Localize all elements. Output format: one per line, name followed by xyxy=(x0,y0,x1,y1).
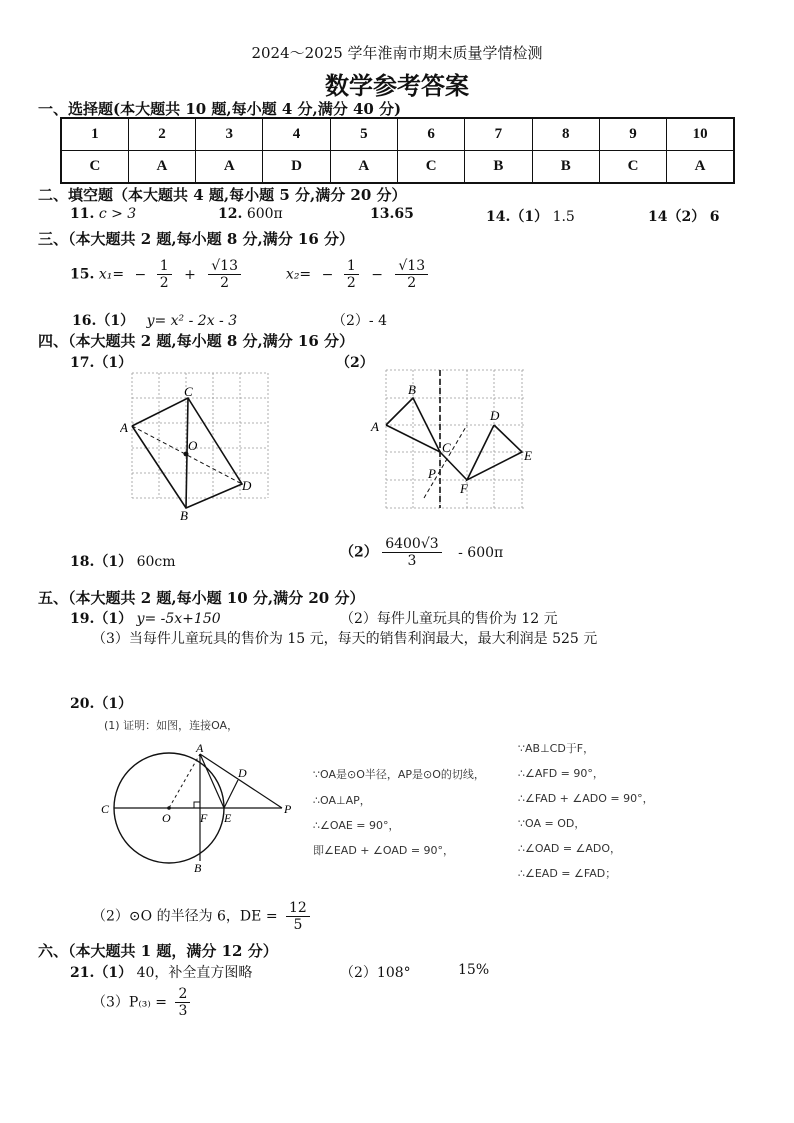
fraction-numerator: 1 xyxy=(157,258,172,275)
minus-sign: − xyxy=(371,266,383,283)
fraction-numerator: √13 xyxy=(208,258,241,275)
proof-line: ∴∠OAE = 90°， xyxy=(313,819,400,832)
fraction-half xyxy=(344,258,359,291)
q21-answer-2: （2）108° xyxy=(340,965,411,981)
q16-answer xyxy=(72,310,237,330)
q20-fraction xyxy=(286,900,310,933)
q12-number: 12. xyxy=(218,206,243,222)
fraction-numerator: 12 xyxy=(286,900,310,917)
fraction-sqrt13-half xyxy=(395,258,428,291)
table-cell: D xyxy=(263,151,330,184)
table-row-answers xyxy=(61,151,734,184)
q20-part2 xyxy=(92,900,310,933)
q15-answer xyxy=(70,258,428,291)
fig3-label-d: E xyxy=(224,811,232,825)
fig1-label-c: C xyxy=(184,384,193,399)
figure-circle-tangent xyxy=(96,742,306,877)
section-heading-3: 三、（本大题共 2 题,每小题 8 分,满分 16 分） xyxy=(38,230,355,248)
fraction-denominator: 5 xyxy=(293,917,303,934)
fraction-numerator: √13 xyxy=(395,258,428,275)
q20-part2-text: （2）⊙O 的半径为 6，DE = xyxy=(92,908,278,925)
fig2-label-f: F xyxy=(460,481,468,496)
fraction-numerator: 6400√3 xyxy=(382,536,441,553)
section-heading-2: 二、填空题（本大题共 4 题,每小题 5 分,满分 20 分） xyxy=(38,186,407,204)
q18-part2-label: （2） xyxy=(340,544,378,561)
table-cell: B xyxy=(465,151,532,184)
plus-sign: + xyxy=(184,266,196,283)
table-cell: 3 xyxy=(196,118,263,151)
q21-answer-1 xyxy=(70,962,252,982)
table-cell: 6 xyxy=(397,118,464,151)
q12-value: 600π xyxy=(246,206,283,222)
proof-line: 即∠EAD + ∠OAD = 90°， xyxy=(313,844,455,857)
fig3-label-b: B xyxy=(194,861,202,875)
table-cell: B xyxy=(532,151,599,184)
proof-line: ∵OA = OD， xyxy=(518,817,586,830)
q18-fraction xyxy=(382,536,441,569)
q16-value-1: y= x² - 2x - 3 xyxy=(146,313,238,329)
table-cell: A xyxy=(128,151,195,184)
q19-answer-2: （2）每件儿童玩具的售价为 12 元 xyxy=(340,611,558,627)
fig3-label-f: F xyxy=(200,811,208,825)
q14a-value: 1.5 xyxy=(552,209,575,225)
q21-part3-label: （3）P₍₃₎ = xyxy=(92,994,167,1011)
figure-rectangle-abcd xyxy=(120,368,280,528)
fig2-label-d: D xyxy=(490,408,500,423)
table-cell: C xyxy=(397,151,464,184)
x2-label: x₂= xyxy=(285,266,312,283)
section-heading-4: 四、（本大题共 2 题,每小题 8 分,满分 16 分） xyxy=(38,332,355,350)
q11-answer xyxy=(70,206,136,222)
table-cell: 1 xyxy=(61,118,128,151)
q20-number: 20.（1） xyxy=(70,696,133,712)
q21-number: 21.（1） xyxy=(70,965,133,981)
table-cell: 7 xyxy=(465,118,532,151)
doc-title: 数学参考答案 xyxy=(325,72,469,100)
table-cell: 9 xyxy=(599,118,666,151)
q18-tail: - 600π xyxy=(458,544,504,561)
fig3-label-p: P xyxy=(284,802,292,816)
fig2-label-a: A xyxy=(371,419,379,434)
q14b-value: 6 xyxy=(709,209,720,225)
table-cell: A xyxy=(196,151,263,184)
fraction-denominator: 3 xyxy=(407,553,417,570)
fig3-label-e: D xyxy=(238,766,247,780)
table-cell: C xyxy=(599,151,666,184)
q17-number: 17.（1） xyxy=(70,355,133,371)
proof-line: ∴∠OAD = ∠ADO， xyxy=(518,842,622,855)
q13-answer: 13.65 xyxy=(370,206,414,222)
minus-sign: − xyxy=(321,266,334,283)
fig2-label-e: E xyxy=(524,448,532,463)
fig1-label-a: A xyxy=(120,420,128,435)
q16-number: 16.（1） xyxy=(72,313,135,329)
fraction-half xyxy=(157,258,172,291)
fig1-label-b: B xyxy=(180,508,188,523)
q14a-number: 14.（1） xyxy=(486,209,549,225)
q12-answer xyxy=(218,206,283,222)
q18-answer xyxy=(70,551,176,571)
answer-table xyxy=(60,117,735,184)
table-cell: 10 xyxy=(667,118,734,151)
fig2-label-p: P xyxy=(428,466,436,481)
table-row-numbers xyxy=(61,118,734,151)
fraction-denominator: 2 xyxy=(220,275,230,292)
fig1-label-d: D xyxy=(242,478,252,493)
q14b-number: 14（2） xyxy=(648,209,706,225)
table-cell: A xyxy=(667,151,734,184)
proof-line: ∵AB⊥CD于F， xyxy=(518,742,595,755)
q18-number: 18.（1） xyxy=(70,554,133,570)
q11-number: 11. xyxy=(70,206,95,222)
fig2-label-b: B xyxy=(408,382,416,397)
proof-line: ∵OA是⊙O半径，AP是⊙O的切线， xyxy=(313,768,485,781)
section-heading-5: 五、（本大题共 2 题,每小题 10 分,满分 20 分） xyxy=(38,589,365,607)
minus-sign: − xyxy=(134,266,147,283)
figure-rotation-triangles xyxy=(366,368,546,513)
fraction-numerator: 1 xyxy=(344,258,359,275)
fraction-sqrt13-half xyxy=(208,258,241,291)
fraction-denominator: 2 xyxy=(346,275,356,292)
section-heading-1: 一、选择题(本大题共 10 题,每小题 4 分,满分 40 分) xyxy=(38,100,402,118)
q11-value: c > 3 xyxy=(98,206,137,222)
fig3-label-c: C xyxy=(101,802,110,816)
table-cell: 5 xyxy=(330,118,397,151)
proof-line: ∴∠FAD + ∠ADO = 90°， xyxy=(518,792,654,805)
fraction-denominator: 2 xyxy=(407,275,417,292)
q19-answer-3: （3）当每件儿童玩具的售价为 15 元，每天的销售利润最大，最大利润是 525 元 xyxy=(92,631,598,647)
q14a-answer xyxy=(486,206,575,226)
q21-part3 xyxy=(92,986,190,1019)
fig2-label-c: C xyxy=(442,440,451,455)
q21-answer-2b: 15% xyxy=(458,962,490,978)
q14b-answer xyxy=(648,206,719,226)
fraction-denominator: 3 xyxy=(178,1003,188,1020)
q19-value-1: y= -5x+150 xyxy=(136,611,221,627)
table-cell: 8 xyxy=(532,118,599,151)
q17-part2-label: （2） xyxy=(336,355,374,371)
table-cell: C xyxy=(61,151,128,184)
section-heading-6: 六、（本大题共 1 题，满分 12 分） xyxy=(38,942,278,960)
fraction-numerator: 2 xyxy=(175,986,190,1003)
proof-line: ∴∠EAD = ∠FAD； xyxy=(518,867,617,880)
q18-part2 xyxy=(340,536,503,569)
q19-answer-1 xyxy=(70,608,221,628)
q16-part2: （2）- 4 xyxy=(332,313,387,329)
q15-number: 15. xyxy=(70,266,95,283)
proof-line: ∴∠AFD = 90°， xyxy=(518,767,604,780)
fig1-label-o: O xyxy=(188,438,198,453)
fraction-denominator: 2 xyxy=(159,275,169,292)
table-cell: 2 xyxy=(128,118,195,151)
q20-proof-intro: (1) 证明：如图，连接OA， xyxy=(104,719,239,732)
q21-value-1: 40，补全直方图略 xyxy=(136,965,253,981)
q21-fraction xyxy=(175,986,190,1019)
proof-line: ∴OA⊥AP， xyxy=(313,794,371,807)
fig3-label-a: A xyxy=(196,742,204,755)
fig3-label-o: O xyxy=(162,811,171,825)
table-cell: A xyxy=(330,151,397,184)
q19-number: 19.（1） xyxy=(70,611,133,627)
table-cell: 4 xyxy=(263,118,330,151)
exam-title: 2024～2025 学年淮南市期末质量学情检测 xyxy=(251,44,543,62)
q18-value-1: 60cm xyxy=(136,554,176,570)
x1-label: x₁= xyxy=(98,266,125,283)
